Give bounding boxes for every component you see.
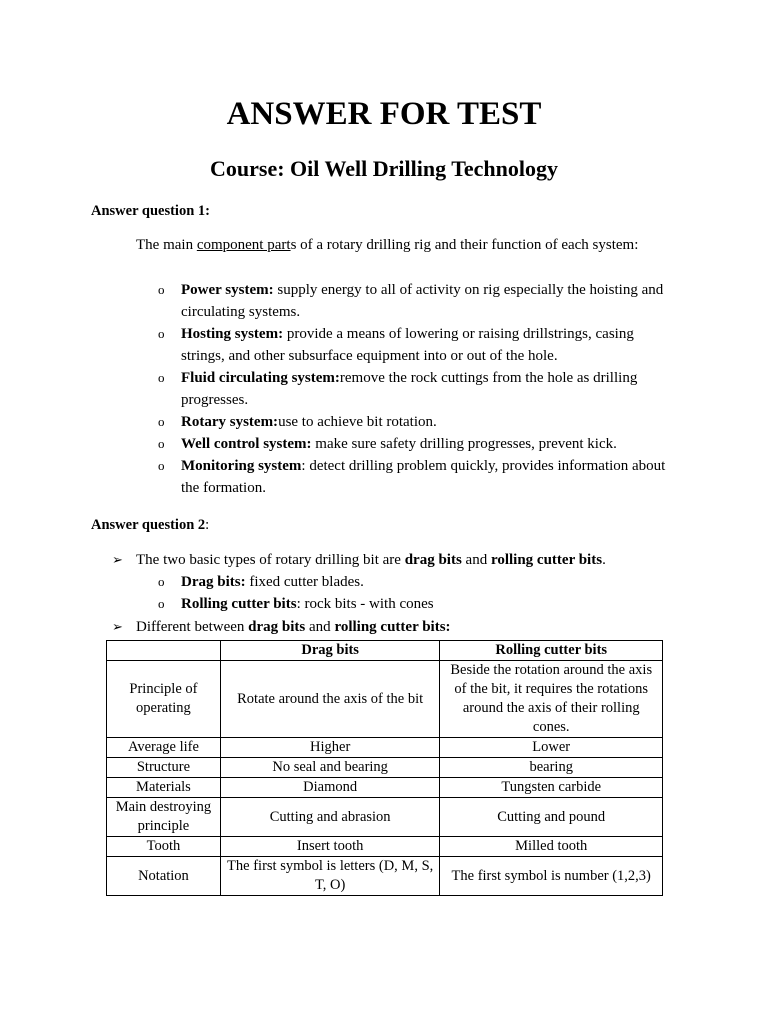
- list-item: [136, 433, 681, 455]
- table-header-row: [107, 641, 663, 661]
- list-item: [136, 367, 681, 411]
- question-2-heading-colon: :: [205, 517, 210, 533]
- table-row: [107, 798, 663, 837]
- header-cell: [107, 641, 221, 661]
- drag-bits-cell: Rotate around the axis of the bit: [220, 661, 440, 738]
- drag-bits-term: drag bits: [248, 619, 306, 635]
- item-label: Rotary system:: [181, 414, 279, 430]
- rolling-cutter-cell: Lower: [440, 738, 663, 758]
- item-text: make sure safety drilling progresses, prevent kick.: [311, 436, 617, 452]
- rolling-cutter-cell: Milled tooth: [440, 837, 663, 857]
- item-text: : rock bits - with cones: [296, 596, 434, 612]
- item-text: : detect drilling problem quickly, provides information about the formation.: [181, 458, 666, 496]
- drag-bits-cell: Diamond: [220, 778, 440, 798]
- header-cell: Drag bits: [220, 641, 440, 661]
- item-text: provide a means of lowering or raising drillstrings, casing strings, and other subsurface equipment into or out of the hole.: [181, 326, 634, 364]
- table-row: [107, 738, 663, 758]
- question-2-heading-text: Answer question 2: [91, 517, 206, 533]
- intro-underlined-text: component part: [196, 237, 291, 253]
- drag-bits-term: drag bits: [404, 552, 462, 568]
- bit-types-list: [136, 571, 681, 615]
- row-label-cell: Materials: [107, 778, 221, 798]
- item-text: supply energy to all of activity on rig especially the hoisting and circulating systems.: [181, 282, 664, 320]
- bit-types-line: [112, 549, 712, 571]
- difference-line: [112, 616, 712, 638]
- rolling-cutter-cell: Tungsten carbide: [440, 778, 663, 798]
- rolling-cutter-bits-term: rolling cutter bits:: [334, 619, 451, 635]
- intro-text-pre: The main: [136, 237, 197, 253]
- drag-bits-cell: Insert tooth: [220, 837, 440, 857]
- item-label: Rolling cutter bits: [181, 596, 297, 612]
- comparison-table: [106, 640, 663, 896]
- rolling-cutter-cell: Cutting and pound: [440, 798, 663, 837]
- line-text: and: [305, 619, 335, 635]
- question-1-heading: Answer question 1:: [91, 203, 210, 219]
- intro-text-post: s of a rotary drilling rig and their function of each system:: [290, 237, 639, 253]
- drag-bits-cell: The first symbol is letters (D, M, S, T, O): [220, 857, 440, 896]
- arrow-bullet-icon: ➢: [112, 552, 123, 567]
- item-label: Drag bits:: [181, 574, 246, 590]
- rolling-cutter-cell: Beside the rotation around the axis of the bit, it requires the rotations around the axis of their rolling cones.: [440, 661, 663, 738]
- drag-bits-cell: Cutting and abrasion: [220, 798, 440, 837]
- list-item: [136, 323, 681, 367]
- circle-bullet-icon: o: [158, 282, 165, 297]
- list-item: [136, 455, 681, 499]
- item-label: Monitoring system: [181, 458, 302, 474]
- row-label-cell: Tooth: [107, 837, 221, 857]
- course-subtitle: Course: Oil Well Drilling Technology: [210, 156, 558, 181]
- item-label: Well control system:: [181, 436, 312, 452]
- table-row: [107, 758, 663, 778]
- row-label-cell: Main destroying principle: [107, 798, 221, 837]
- rig-systems-list: [136, 279, 681, 499]
- page-title: ANSWER FOR TEST: [226, 96, 542, 132]
- list-item: [136, 593, 681, 615]
- line-text: .: [602, 552, 606, 568]
- row-label-cell: Principle of operating: [107, 661, 221, 738]
- row-label-cell: Average life: [107, 738, 221, 758]
- question-2-heading: [91, 514, 209, 536]
- rolling-cutter-cell: The first symbol is number (1,2,3): [440, 857, 663, 896]
- circle-bullet-icon: o: [158, 458, 165, 473]
- circle-bullet-icon: o: [158, 574, 165, 589]
- line-text: The two basic types of rotary drilling bit are: [136, 552, 405, 568]
- circle-bullet-icon: o: [158, 436, 165, 451]
- row-label-cell: Notation: [107, 857, 221, 896]
- table-row: [107, 778, 663, 798]
- item-label: Hosting system:: [181, 326, 284, 342]
- item-text: use to achieve bit rotation.: [278, 414, 437, 430]
- rolling-cutter-cell: bearing: [440, 758, 663, 778]
- table-row: [107, 661, 663, 738]
- circle-bullet-icon: o: [158, 414, 165, 429]
- item-text: remove the rock cuttings from the hole as drilling progresses.: [181, 370, 638, 408]
- circle-bullet-icon: o: [158, 370, 165, 385]
- circle-bullet-icon: o: [158, 596, 165, 611]
- drag-bits-cell: No seal and bearing: [220, 758, 440, 778]
- list-item: [136, 279, 681, 323]
- header-cell: Rolling cutter bits: [440, 641, 663, 661]
- table-row: [107, 857, 663, 896]
- circle-bullet-icon: o: [158, 326, 165, 341]
- list-item: [136, 411, 681, 433]
- drag-bits-cell: Higher: [220, 738, 440, 758]
- table-row: [107, 837, 663, 857]
- rolling-cutter-bits-term: rolling cutter bits: [490, 552, 603, 568]
- item-label: Fluid circulating system:: [181, 370, 340, 386]
- line-text: Different between: [136, 619, 249, 635]
- row-label-cell: Structure: [107, 758, 221, 778]
- item-text: fixed cutter blades.: [245, 574, 364, 590]
- arrow-bullet-icon: ➢: [112, 619, 123, 634]
- item-label: Power system:: [181, 282, 274, 298]
- list-item: [136, 571, 681, 593]
- question-1-intro: [136, 234, 656, 256]
- line-text: and: [461, 552, 491, 568]
